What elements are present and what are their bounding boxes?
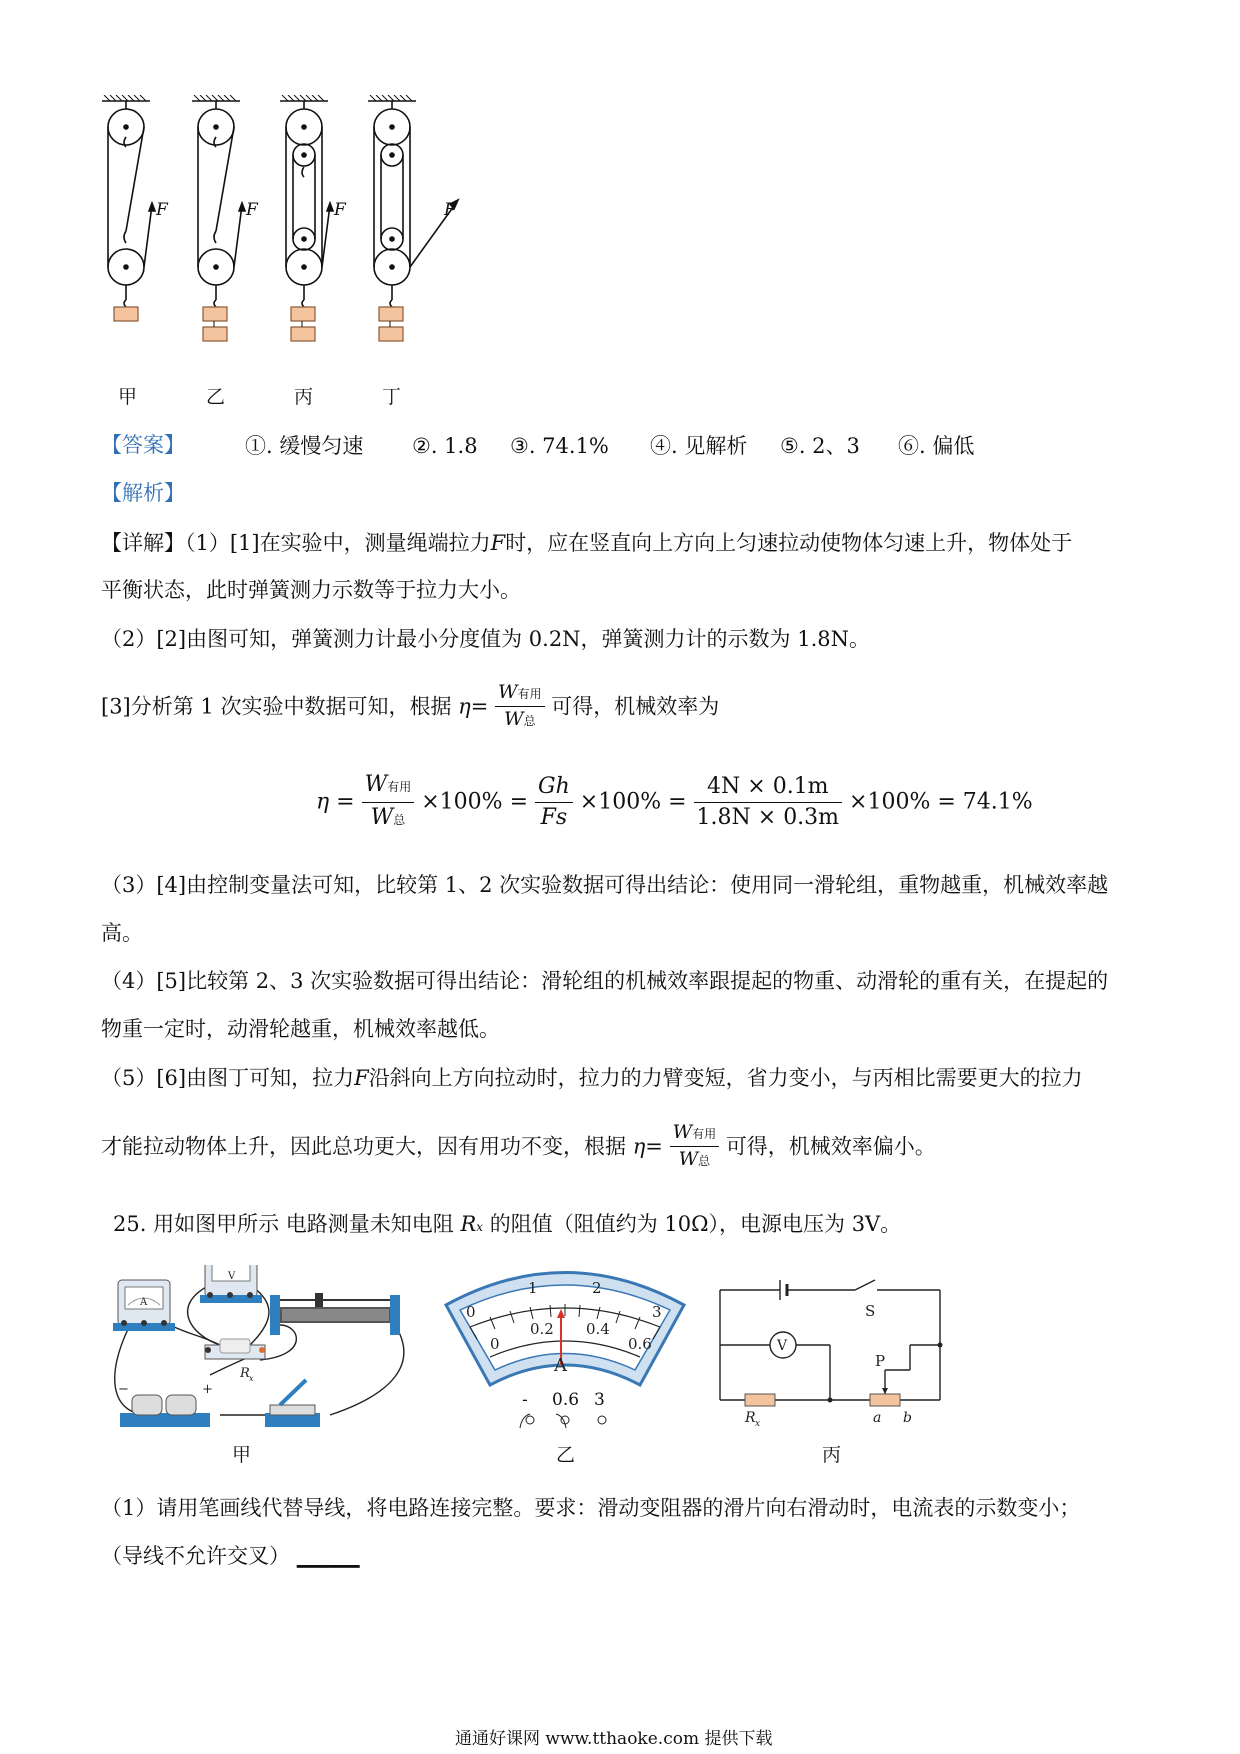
svg-text:A: A	[554, 1355, 567, 1376]
answer-tag: 【答案】	[101, 433, 185, 457]
svg-text:2: 2	[592, 1279, 602, 1297]
weight-block	[291, 327, 315, 341]
svg-text:0: 0	[466, 1303, 476, 1321]
weight-block	[379, 327, 403, 341]
pulley-figures	[100, 95, 500, 415]
q25-stem: 25. 用如图甲所示 电路测量未知电阻 Rx 的阻值（阻值约为 10Ω），电源电压为 3V。	[113, 1212, 902, 1236]
answer-item: ⑤. 2、3	[780, 434, 860, 458]
fig-label-jia-2: 甲	[232, 1444, 252, 1466]
svg-text:S: S	[865, 1302, 876, 1320]
svg-text:0: 0	[490, 1335, 500, 1353]
fig-label-jia: 甲	[118, 386, 138, 408]
force-label: F	[334, 200, 346, 220]
detail-p4-line2: 高。	[101, 921, 143, 945]
detail-p1-line2: 平衡状态，此时弹簧测力示数等于拉力大小。	[101, 578, 521, 602]
detail-p2: （2）[2]由图可知，弹簧测力计最小分度值为 0.2N，弹簧测力计的示数为 1.8N。	[101, 627, 870, 651]
svg-text:3: 3	[652, 1303, 662, 1321]
svg-text:V: V	[228, 1271, 236, 1282]
fig-label-bing-2: 丙	[822, 1444, 842, 1466]
voltmeter	[200, 1265, 262, 1303]
efficiency-fraction: $\frac{\text{W有用}}{\text{W总}}$	[495, 680, 545, 733]
fig-label-yi-2: 乙	[556, 1444, 576, 1466]
weight-block	[291, 307, 315, 321]
svg-text:R: R	[745, 1410, 756, 1426]
q25-sub1-line2: （导线不允许交叉） ______	[101, 1544, 360, 1568]
answer-item: ④. 见解析	[650, 434, 748, 458]
detail-p6-line2: 才能拉动物体上升，因此总功更大，因有用功不变，根据 η= $\frac{\text{W有用}}{\text{W总}}$ 可得，机械效率偏小。	[101, 1121, 936, 1170]
answer-item: ②. 1.8	[412, 434, 478, 458]
svg-text:A: A	[140, 1297, 148, 1308]
analysis-tag: 【解析】	[101, 481, 185, 505]
q25-sub1-line1: （1）请用笔画线代替导线，将电路连接完整。要求：滑动变阻器的滑片向右滑动时，电流表的示数变小；	[101, 1496, 1081, 1520]
page-footer: 通通好课网 www.tthaoke.com 提供下载	[455, 1729, 773, 1749]
svg-text:a: a	[873, 1410, 882, 1426]
detail-p5-line2: 物重一定时，动滑轮越重，机械效率越低。	[101, 1017, 500, 1041]
pulley-jia	[102, 95, 155, 307]
svg-text:0.2: 0.2	[530, 1320, 554, 1338]
svg-text:1: 1	[528, 1279, 538, 1297]
pulley-yi	[192, 95, 245, 307]
efficiency-formula: η = $\frac{\text{W有用}}{\text{W总}}$ ×100% = $\frac{Gh}{Fs}$ ×100% = $\frac{4N \times 0.1m}{1.8N \times 0.3m}$ ×100% = 74.1%	[316, 772, 1033, 830]
weight-block	[203, 327, 227, 341]
ammeter-terminals: - 0.6 3	[440, 1398, 690, 1458]
svg-text:+: +	[202, 1382, 213, 1397]
fig-label-bing: 丙	[294, 386, 314, 408]
detail-p4-line1: （3）[4]由控制变量法可知，比较第 1、2 次实验数据可得出结论：使用同一滑轮组，重物越重，机械效率越	[101, 873, 1109, 897]
svg-text:0.6: 0.6	[628, 1335, 652, 1353]
circuit-diagram	[715, 1270, 955, 1435]
answer-blank: ______	[296, 1544, 360, 1568]
detail-p3: [3]分析第 1 次实验中数据可知，根据 η= $\frac{\text{W有用}}{\text{W总}}$ 可得，机械效率为	[101, 680, 719, 733]
circuit-apparatus	[110, 1265, 420, 1450]
svg-text:x: x	[755, 1419, 761, 1429]
svg-text:b: b	[903, 1410, 912, 1426]
svg-text:x: x	[249, 1374, 254, 1383]
rheostat	[270, 1293, 400, 1335]
svg-text:R: R	[240, 1366, 250, 1381]
ammeter-dial	[440, 1265, 690, 1405]
pulley-bing	[280, 95, 333, 307]
svg-text:P: P	[875, 1352, 886, 1370]
detail-p5-line1: （4）[5]比较第 2、3 次实验数据可得出结论：滑轮组的机械效率跟提起的物重、动滑轮的重有关，在提起的	[101, 969, 1109, 993]
battery-pack	[118, 1382, 213, 1427]
ammeter	[113, 1280, 175, 1331]
force-label: F	[156, 200, 168, 220]
detail-p1-line1: 【详解】（1）[1]在实验中，测量绳端拉力F时，应在竖直向上方向上匀速拉动使物体匀速上升，物体处于	[101, 531, 1073, 555]
fig-label-yi: 乙	[206, 386, 226, 408]
answer-item: ③. 74.1%	[510, 434, 609, 458]
force-label: F	[246, 200, 258, 220]
switch	[265, 1380, 320, 1427]
svg-text:0.4: 0.4	[586, 1320, 610, 1338]
svg-text:V: V	[777, 1338, 788, 1354]
force-label: F	[444, 200, 456, 220]
weight-block	[379, 307, 403, 321]
weight-block	[114, 307, 138, 321]
fig-label-ding: 丁	[382, 386, 402, 408]
weight-block	[203, 307, 227, 321]
svg-text:−: −	[118, 1382, 129, 1397]
answer-item: ①. 缓慢匀速	[245, 434, 364, 458]
detail-p6-line1: （5）[6]由图丁可知，拉力F沿斜向上方向拉动时，拉力的力臂变短，省力变小，与丙相比需要更大的拉力	[101, 1066, 1083, 1090]
answer-item: ⑥. 偏低	[898, 434, 975, 458]
